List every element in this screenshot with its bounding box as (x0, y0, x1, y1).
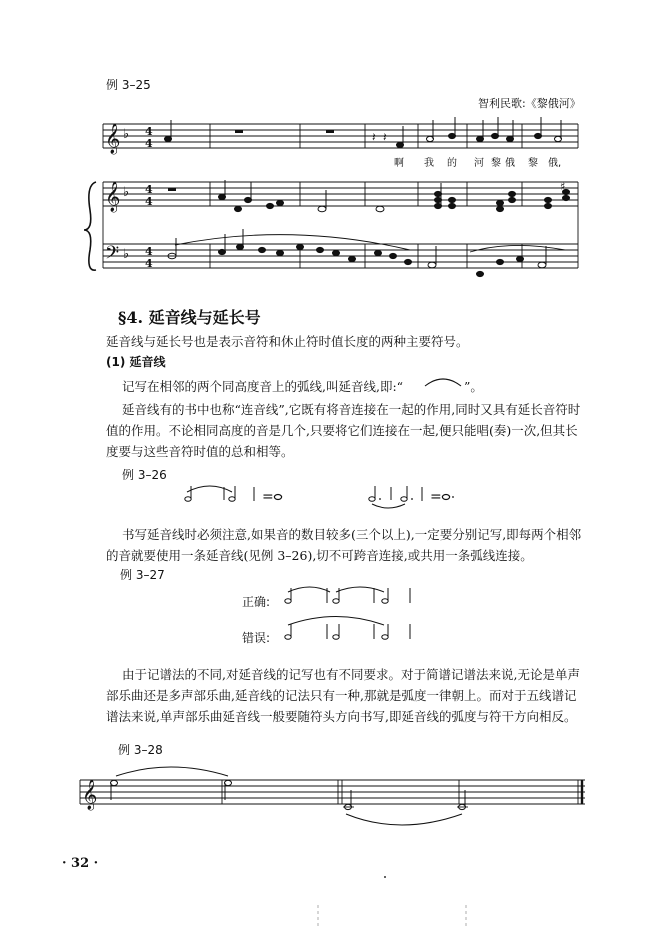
treble-clef-icon: 𝄞 (105, 124, 121, 154)
section-title: §4. 延音线与延长号 (118, 308, 261, 327)
scan-artifacts (318, 905, 466, 927)
svg-text:河: 河 (474, 158, 484, 169)
example-label: 例 3–25 (106, 78, 151, 92)
svg-text:啊: 啊 (394, 158, 404, 169)
notation-paragraph: 由于记谱法的不同,对延音线的记写也有不同要求。对于简谱记谱法来说,无论是单声部乐曲还是多声部乐曲,延音线的记法只有一种,那就是弧度一律朝上。而对于五线谱记谱法来说,单声部乐曲延音线一般要随符头方向书写,即延音线的弧度与符干方向相反。 (106, 667, 580, 724)
piano-treble-staff (103, 182, 578, 268)
example-label: 例 3–26 (122, 468, 167, 482)
song-source: 智利民歌:《黎俄河》 (478, 97, 581, 110)
example-label: 例 3–28 (118, 743, 163, 757)
time-signature-top: 4 (145, 125, 153, 138)
svg-text:𝄢: 𝄢 (105, 243, 120, 268)
piano-treble-notes (105, 180, 570, 213)
tie-definition-a: 记写在相邻的两个同高度音上的弧线,叫延音线,即:“ (122, 379, 404, 394)
page-number: · 32 · (62, 856, 99, 871)
wrong-label: 错误: (242, 631, 271, 645)
example-327-notation (285, 587, 410, 639)
piano-bass-staff (103, 235, 578, 268)
svg-text:𝄽: 𝄽 (372, 130, 376, 144)
svg-text:=: = (430, 489, 442, 505)
svg-text:黎: 黎 (491, 158, 501, 169)
svg-text:我: 我 (424, 158, 434, 169)
svg-text:𝄞: 𝄞 (82, 780, 98, 810)
example-328-staff (80, 767, 585, 825)
correct-label: 正确: (242, 595, 271, 609)
subsection-title: (1) 延音线 (106, 355, 166, 369)
svg-text:4: 4 (145, 245, 153, 258)
svg-text:♭: ♭ (123, 185, 130, 200)
svg-text:俄: 俄 (505, 158, 515, 169)
svg-text:♭: ♭ (123, 247, 130, 262)
intro-text: 延音线与延长号也是表示音符和休止符时值长度的两种主要符号。 (106, 334, 469, 349)
example-326-notation (185, 486, 454, 508)
time-signature-bottom: 4 (145, 137, 153, 150)
svg-text:=: = (262, 489, 274, 505)
tie-paragraph: 延音线有的书中也称“连音线”,它既有将音连接在一起的作用,同时又具有延长音符时值的作用。不论相同高度的音是几个,只要将它们连接在一起,便只能唱(奏)一次,但其长度要与这些音符时值的总和相等。 (106, 402, 581, 459)
tie-symbol-icon (425, 379, 461, 386)
vocal-staff (103, 124, 578, 148)
dot (384, 876, 386, 878)
lyrics (394, 156, 561, 169)
svg-text:俄,: 俄, (548, 158, 562, 169)
example-328-notes (82, 779, 468, 811)
example-label: 例 3–27 (120, 568, 165, 582)
tie-definition-b: ”。 (464, 379, 483, 394)
svg-text:4: 4 (145, 183, 153, 196)
flat-icon: ♭ (123, 127, 130, 142)
svg-text:𝄽: 𝄽 (383, 130, 387, 144)
writing-rule-paragraph: 书写延音线时必须注意,如果音的数目较多(三个以上),一定要分别记写,即每两个相邻的音就要使用一条延音线(见例 3–26),切不可跨音连接,或共用一条弧线连接。 (106, 527, 582, 563)
svg-text:的: 的 (447, 158, 457, 169)
svg-text:黎: 黎 (528, 158, 538, 169)
svg-text:4: 4 (145, 257, 153, 270)
svg-text:♯: ♯ (560, 180, 566, 193)
svg-text:𝄞: 𝄞 (105, 182, 121, 212)
piano-brace-icon (84, 182, 96, 270)
svg-text:4: 4 (145, 195, 153, 208)
